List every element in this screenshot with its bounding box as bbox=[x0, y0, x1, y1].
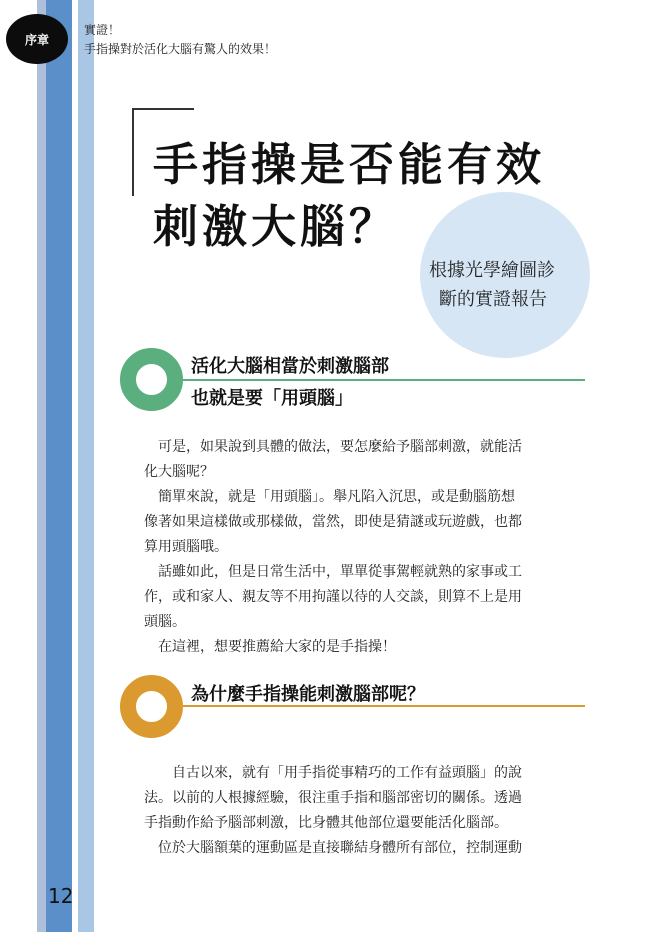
subtitle-line1: 根據光學繪圖診 bbox=[429, 260, 555, 281]
section2-heading: 為什麼手指操能刺激腦部呢？ bbox=[191, 684, 425, 705]
page-number: 12 bbox=[48, 884, 74, 908]
section2-line: 手指動作給予腦部刺激，比身體其他部位還要能活化腦部。 bbox=[144, 815, 508, 831]
section1-rule bbox=[183, 379, 585, 381]
section1-line: 在這裡，想要推薦給大家的是手指操！ bbox=[144, 639, 396, 655]
section1-line: 話雖如此，但是日常生活中，單單從事駕輕就熟的家事或工 bbox=[144, 564, 522, 580]
section1-line: 簡單來說，就是「用頭腦」。舉凡陷入沉思，或是動腦筋想 bbox=[144, 489, 515, 505]
section2-line: 位於大腦額葉的運動區是直接聯結身體所有部位，控制運動 bbox=[144, 840, 522, 856]
section2-ring-icon bbox=[120, 675, 183, 738]
section1-ring-icon bbox=[120, 348, 183, 411]
title-line2: 刺激大腦？ bbox=[153, 200, 399, 253]
section1-heading-line1: 活化大腦相當於刺激腦部 bbox=[191, 356, 389, 377]
running-header-line2: 手指操對於活化大腦有驚人的效果！ bbox=[84, 42, 277, 56]
section1-line: 像著如果這樣做或那樣做，當然，即使是猜謎或玩遊戲，也都 bbox=[144, 514, 522, 530]
section1-line: 可是，如果說到具體的做法，要怎麼給予腦部刺激，就能活 bbox=[144, 439, 522, 455]
chapter-badge: 序章 bbox=[6, 14, 68, 64]
margin-stripe-1 bbox=[37, 0, 46, 932]
margin-stripe-4 bbox=[78, 0, 94, 932]
section2-line: 法。以前的人根據經驗，很注重手指和腦部密切的關係。透過 bbox=[144, 790, 522, 806]
section1-line: 頭腦。 bbox=[144, 614, 186, 630]
section2-line: 自古以來，就有「用手指從事精巧的工作有益頭腦」的說 bbox=[144, 765, 522, 781]
margin-stripe-2 bbox=[46, 0, 72, 932]
section1-heading-line2: 也就是要「用頭腦」 bbox=[191, 388, 353, 409]
section1-line: 化大腦呢？ bbox=[144, 464, 214, 480]
section1-line: 作，或和家人、親友等不用拘謹以待的人交談，則算不上是用 bbox=[144, 589, 522, 605]
running-header-line1: 實證！ bbox=[84, 23, 121, 37]
section1-line: 算用頭腦哦。 bbox=[144, 539, 228, 555]
title-line1: 手指操是否能有效 bbox=[153, 138, 546, 191]
subtitle-line2: 斷的實證報告 bbox=[439, 289, 547, 310]
